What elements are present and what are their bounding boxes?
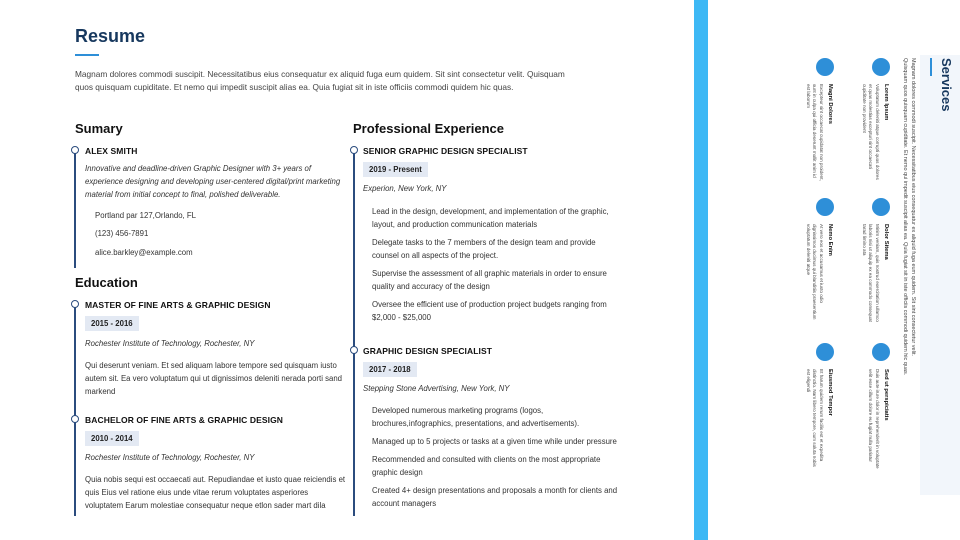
education-degree-2: BACHELOR OF FINE ARTS & GRAPHIC DESIGN: [85, 415, 284, 425]
service-text-6: Et harum quidem rerum facilis est et expedita distinctio. Nam libero tempore, cum soluta nobis est eligendi: [806, 369, 824, 467]
experience-bullets-2: [372, 404, 622, 515]
experience-1-bullet-1: Lead in the design, development, and implementation of the graphic, layout, and production communication materials: [372, 207, 609, 229]
summary-description: Innovative and deadline-driven Graphic Designer with 3+ years of experience designing and developing user-centered digital/print marketing material from initial concept to final, polished deliverable.: [85, 164, 341, 199]
service-name-2: Dolor Sitema: [883, 224, 889, 260]
experience-1-bullet-2: Delegate tasks to the 7 members of the design team and provide counsel on all aspects of the project.: [372, 238, 596, 260]
services-page: [708, 0, 960, 540]
title-underline: [75, 54, 99, 56]
service-circle-icon: [816, 58, 834, 76]
experience-role-1: SENIOR GRAPHIC DESIGN SPECIALIST: [363, 146, 528, 156]
service-circle-icon: [872, 198, 890, 216]
summary-name: ALEX SMITH: [85, 146, 138, 156]
education-years-1: 2015 - 2016: [85, 316, 139, 331]
experience-2-bullet-1: Developed numerous marketing programs (logos, brochures,infographics, presentations, and advertisements).: [372, 406, 580, 428]
services-rotated-panel: [708, 0, 960, 540]
education-years-2: 2010 - 2014: [85, 431, 139, 446]
service-name-3: Sed ut perspiciatis: [883, 369, 889, 421]
experience-2-bullet-3: Recommended and consulted with clients on the most appropriate graphic design: [372, 455, 601, 477]
services-title: Services: [939, 58, 954, 112]
resume-intro: Magnam dolores commodi suscipit. Necessitatibus eius consequatur ex aliquid fuga eum quidem. Sit sint consectetur velit. Quisquam quos quisquam cupiditate. Et nemo qui impedit suscipit alias ea. Quia fugiat sit in iste officiis commodi quidem hic quas.: [75, 69, 565, 92]
page-divider-bar: [694, 0, 708, 540]
experience-dot-2: [350, 346, 358, 354]
page-title: Resume: [75, 26, 146, 46]
experience-place-2: Stepping Stone Advertising, New York, NY: [363, 384, 510, 393]
services-intro: Magnam dolores commodi suscipit. Necessitatibus eius consequatur ex aliquid fuga eum quidem. Sit sint consectetur velit. Quisquam quos quisquam cupiditate. Et nemo qui impedit suscipit alias ea. Quia fugiat sit in iste officiis commodi quidem hic quas.: [902, 58, 916, 376]
service-name-6: Eiusmod Tempor: [827, 369, 833, 416]
experience-1-bullet-4: Oversee the efficient use of production project budgets ranging from $2,000 - $25,000: [372, 300, 607, 322]
experience-bullets-1: [372, 205, 622, 329]
services-title-underline: [930, 58, 932, 76]
education-timeline: [74, 302, 76, 516]
service-text-3: Duis aute irure dolor in reprehenderit in voluptate velit esse cillum dolore eu fugiat nulla pariatur: [868, 369, 880, 469]
education-description-1: Qui deserunt veniam. Et sed aliquam labore tempore sed quisquam iusto autem sit. Ea vero voluptatum qui ut dignissimos deleniti nerada porti sand markend: [85, 361, 343, 396]
service-circle-icon: [872, 343, 890, 361]
experience-2-bullet-2: Managed up to 5 projects or tasks at a given time while under pressure: [372, 437, 617, 446]
education-school-2: Rochester Institute of Technology, Rochester, NY: [85, 453, 255, 462]
education-degree-1: MASTER OF FINE ARTS & GRAPHIC DESIGN: [85, 300, 271, 310]
summary-timeline: [74, 148, 76, 268]
experience-role-2: GRAPHIC DESIGN SPECIALIST: [363, 346, 493, 356]
service-circle-icon: [816, 198, 834, 216]
service-circle-icon: [872, 58, 890, 76]
summary-address: Portland par 127,Orlando, FL: [95, 211, 196, 220]
summary-timeline-dot: [71, 146, 79, 154]
experience-1-bullet-3: Supervise the assessment of all graphic materials in order to ensure quality and accuracy of the design: [372, 269, 607, 291]
education-school-1: Rochester Institute of Technology, Rochester, NY: [85, 339, 255, 348]
education-dot-2: [71, 415, 79, 423]
experience-place-1: Experion, New York, NY: [363, 184, 447, 193]
experience-years-2: 2017 - 2018: [363, 362, 417, 377]
education-heading: Education: [75, 275, 138, 290]
experience-years-1: 2019 - Present: [363, 162, 428, 177]
summary-heading: Sumary: [75, 121, 123, 136]
experience-timeline: [353, 148, 355, 516]
service-text-1: Voluptatum deleniti atque corrupti quos dolores et quas molestias excepturi sint occaecati cupiditate non provident: [862, 84, 880, 180]
service-name-4: Magni Dolores: [827, 84, 833, 124]
service-text-5: At vero eos et accusamus et iusto odio dignissimos ducimus qui blanditiis praesentium voluptatum deleniti atque: [806, 224, 824, 320]
education-description-2: Quia nobis sequi est occaecati aut. Repudiandae et iusto quae reiciendis et quis Eius vel ratione eius unde vitae rerum voluptates asperiores voluptatem Earum molestiae consequatur neque etlon sader mart dila: [85, 475, 346, 510]
service-name-1: Lorem Ipsum: [883, 84, 889, 121]
services-background: [920, 55, 960, 495]
experience-dot-1: [350, 146, 358, 154]
service-name-5: Nemo Enim: [827, 224, 833, 256]
service-text-2: Minim veniam, quis nostrud exercitation ullamco laboris nisi ut aliquip ex ea commodo consequat tarad limino ata: [862, 224, 880, 322]
summary-email[interactable]: alice.barkley@example.com: [95, 248, 193, 257]
education-dot-1: [71, 300, 79, 308]
experience-2-bullet-4: Created 4+ design presentations and proposals a month for clients and account managers: [372, 486, 618, 508]
service-circle-icon: [816, 343, 834, 361]
service-text-4: Excepteur sint occaecat cupidatat non proident, sunt in culpa qui officia deserunt mollit anim id est laborum: [806, 84, 824, 181]
experience-heading: Professional Experience: [353, 121, 505, 136]
summary-phone: (123) 456-7891: [95, 229, 149, 238]
